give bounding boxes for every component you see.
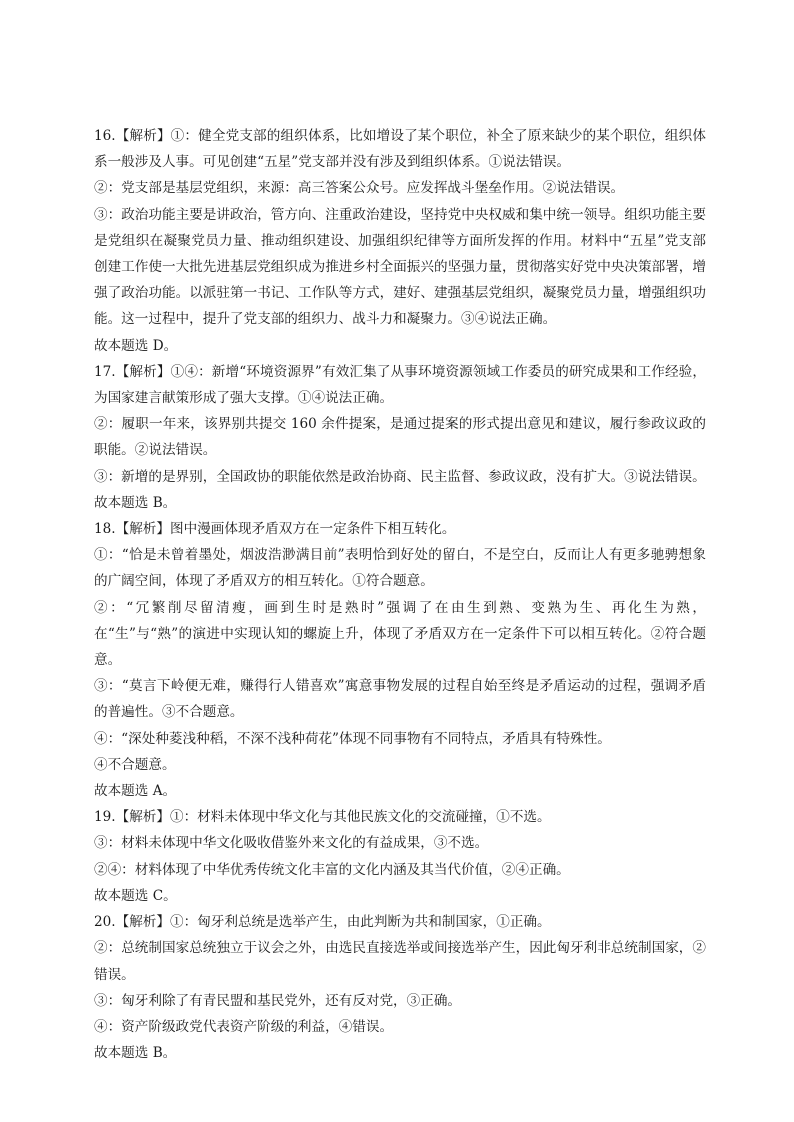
q16-answer: 故本题选 D。 [94, 337, 178, 354]
q16-analysis-3: ③：政治功能主要是讲政治，管方向、注重政治建设，坚持党中央权威和集中统一领导。组织功能主要是党组织在凝聚党员力量、推动组织建设、加强组织纪律等方面所发挥的作用。材料中“五星”党支部创建工作使一大批先进基层党组织成为推进乡村全面振兴的坚强力量，贯彻落实好党中央决策部署，增强了政治功能。以派驻第一书记、工作队等方式，建好、建强基层党组织，凝聚党员力量，增强组织功能。这一过程中，提升了党支部的组织力、战斗力和凝聚力。③④说法正确。 [94, 206, 706, 328]
q20-analysis-4: ④：资产阶级政党代表资产阶级的利益，④错误。 [94, 1018, 394, 1035]
q16-analysis-2: ②：党支部是基层党组织，来源：高三答案公众号。应发挥战斗堡垒作用。②说法错误。 [94, 180, 625, 197]
q19-analysis-1: 19.【解析】①：材料未体现中华文化与其他民族文化的交流碰撞，①不选。 [94, 809, 551, 826]
answer-explanations [94, 123, 706, 1066]
q19-analysis-2: ③：材料未体现中华文化吸收借鉴外来文化的有益成果，③不选。 [94, 835, 489, 852]
q20-analysis-2: ②：总统制国家总统独立于议会之外，由选民直接选举或间接选举产生，因此匈牙利非总统制国家，②错误。 [94, 940, 706, 983]
q16-analysis-1: 16.【解析】①：健全党支部的组织体系，比如增设了某个职位，补全了原来缺少的某个职位，组织体系一般涉及人事。可见创建“五星”党支部并没有涉及到组织体系。①说法错误。 [94, 128, 706, 171]
q17-analysis-2: ②：履职一年来，该界别共提交 160 余件提案，是通过提案的形式提出意见和建议，履行参政议政的职能。②说法错误。 [94, 416, 706, 459]
q17-analysis-1: 17.【解析】①④：新增“环境资源界”有效汇集了从事环境资源领域工作委员的研究成果和工作经验，为国家建言献策形成了强大支撑。①④说法正确。 [94, 363, 706, 407]
q18-analysis-3: ③：“莫言下岭便无难，赚得行人错喜欢”寓意事物发展的过程自始至终是矛盾运动的过程，强调矛盾的普遍性。③不合题意。 [94, 678, 706, 721]
q20-analysis-1: 20.【解析】①：匈牙利总统是选举产生，由此判断为共和制国家，①正确。 [94, 914, 551, 931]
q20-analysis-3: ③：匈牙利除了有青民盟和基民党外，还有反对党，③正确。 [94, 992, 462, 1009]
q20-answer: 故本题选 B。 [94, 1045, 177, 1062]
q18-analysis-intro: 18.【解析】图中漫画体现矛盾双方在一定条件下相互转化。 [94, 521, 456, 538]
q17-analysis-3: ③：新增的是界别，全国政协的职能依然是政治协商、民主监督、参政议政，没有扩大。③说法错误。 [94, 468, 706, 485]
q18-analysis-4: ④：“深处种菱浅种稻，不深不浅种荷花”体现不同事物有不同特点，矛盾具有特殊性。 [94, 730, 611, 747]
q17-answer: 故本题选 B。 [94, 494, 177, 511]
q19-analysis-3: ②④：材料体现了中华优秀传统文化丰富的文化内涵及其当代价值，②④正确。 [94, 861, 570, 878]
q18-analysis-1: ①：“恰是未曾着墨处，烟波浩渺满目前”表明恰到好处的留白，不是空白，反而让人有更多驰骋想象的广阔空间，体现了矛盾双方的相互转化。①符合题意。 [94, 547, 706, 590]
q18-answer: 故本题选 A。 [94, 783, 177, 800]
q18-analysis-4-verdict: ④不合题意。 [94, 756, 176, 773]
q19-answer: 故本题选 C。 [94, 887, 177, 904]
q18-analysis-2: ②：“冗繁削尽留清瘦，画到生时是熟时”强调了在由生到熟、变熟为生、再化生为熟，在“生”与“熟”的演进中实现认知的螺旋上升，体现了矛盾双方在一定条件下可以相互转化。②符合题意。 [94, 599, 706, 669]
